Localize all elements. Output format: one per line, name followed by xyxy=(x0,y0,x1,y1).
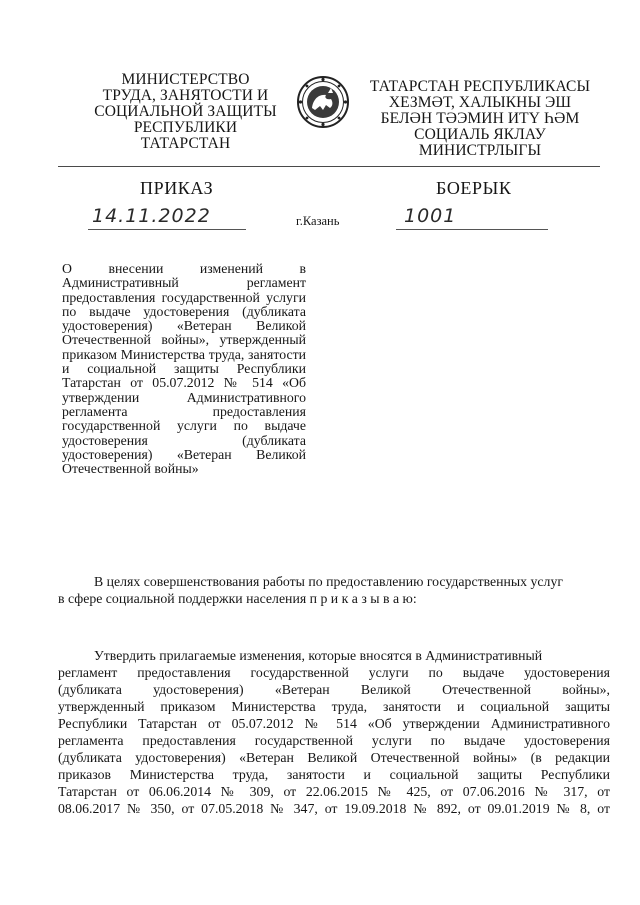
paragraph-line: Республики Татарстан от 05.07.2012 № 514 «Об утверждении Административного xyxy=(58,716,610,731)
ministry-name-ru-line: РЕСПУБЛИКИ xyxy=(133,119,238,136)
ministry-name-tt-line: ХЕЗМӘТ, ХАЛЫКНЫ ЭШ xyxy=(388,94,572,111)
order-city: г.Казань xyxy=(296,214,340,228)
header-divider xyxy=(58,166,600,167)
order-clause-paragraph xyxy=(58,647,610,817)
order-date: 14.11.2022 xyxy=(92,205,211,227)
date-underline xyxy=(88,229,246,230)
ministry-name-tt-line: МИНИСТРЛЫГЫ xyxy=(418,142,542,159)
number-underline xyxy=(396,229,548,230)
ministry-name-russian xyxy=(78,72,293,152)
paragraph-line: Татарстан от 06.06.2014 № 309, от 22.06.2015 № 425, от 07.06.2016 № 317, от xyxy=(58,784,610,799)
ministry-name-tt-line: БЕЛӘН ТӘЭМИН ИТҮ ҺӘМ xyxy=(380,110,580,127)
ministry-name-ru-line: МИНИСТЕРСТВО xyxy=(121,71,250,88)
ministry-name-ru-line: ТРУДА, ЗАНЯТОСТИ И xyxy=(102,87,269,104)
paragraph-line: приказов Министерства труда, занятости и социальной защиты Республики xyxy=(58,767,610,782)
preamble-paragraph xyxy=(58,573,610,607)
order-subject: О внесении изменений в Административный регламент предоставления государственной услуги по выдаче удостоверения (дубликата удостоверения) «Ветеран Великой Отечественной войны», утвержденный приказом Министерства труда, занятости и социальной защиты Республики Татарстан от 05.07.2012 № 514 «Об утверждении Административного регламента предоставления государственной услуги по выдаче удостоверения (дубликата удостоверения) «Ветеран Великой Отечественной войны» xyxy=(62,261,306,477)
order-number: 1001 xyxy=(404,205,457,227)
order-title-tatar: БОЕРЫК xyxy=(436,178,512,198)
ministry-name-tatar xyxy=(345,79,615,159)
order-title-russian: ПРИКАЗ xyxy=(140,178,214,198)
emblem-tatarstan-icon xyxy=(296,75,350,129)
paragraph-line: регламента предоставления государственной услуги по выдаче удостоверения xyxy=(58,733,610,748)
ministry-name-tt-line: СОЦИАЛЬ ЯКЛАУ xyxy=(414,126,546,143)
paragraph-line: 08.06.2017 № 350, от 07.05.2018 № 347, от 19.09.2018 № 892, от 09.01.2019 № 8, от xyxy=(58,801,610,816)
ministry-name-tt-line: ТАТАРСТАН РЕСПУБЛИКАСЫ xyxy=(369,78,591,95)
paragraph-line: регламент предоставления государственной услуги по выдаче удостоверения xyxy=(58,665,610,680)
paragraph-line: (дубликата удостоверения) «Ветеран Великой Отечественной войны» (в редакции xyxy=(58,750,610,765)
ministry-name-ru-line: ТАТАРСТАН xyxy=(140,135,231,152)
paragraph-line: в сфере социальной поддержки населения п р и к а з ы в а ю: xyxy=(58,591,417,606)
paragraph-line: утвержденный приказом Министерства труда, занятости и социальной защиты xyxy=(58,699,610,714)
ministry-name-ru-line: СОЦИАЛЬНОЙ ЗАЩИТЫ xyxy=(94,103,277,120)
paragraph-line: (дубликата удостоверения) «Ветеран Великой Отечественной войны», xyxy=(58,682,610,697)
paragraph-line: Утвердить прилагаемые изменения, которые вносятся в Административный xyxy=(94,648,543,663)
paragraph-line: В целях совершенствования работы по предоставлению государственных услуг xyxy=(94,574,563,589)
